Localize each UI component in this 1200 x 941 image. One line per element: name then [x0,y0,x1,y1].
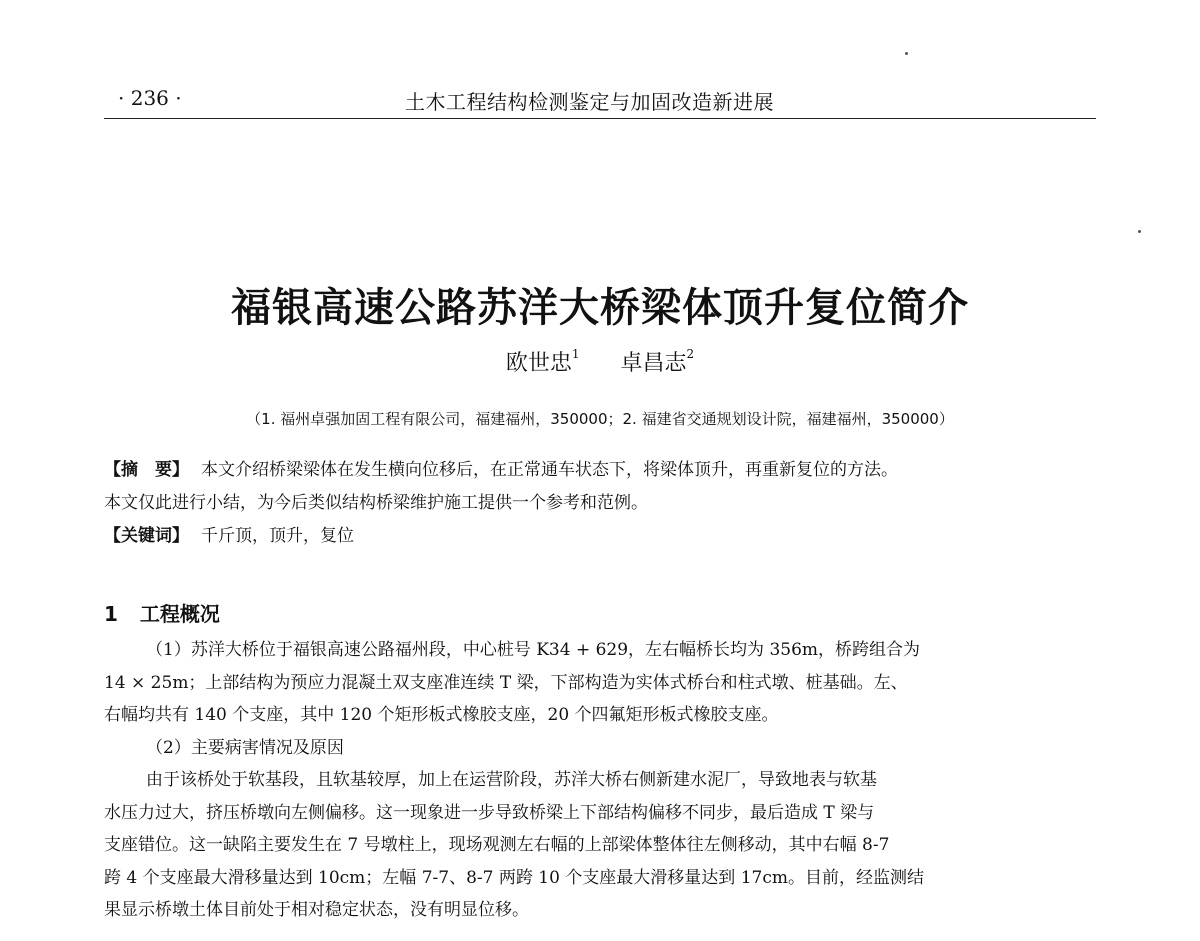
abstract-line [104,454,1096,487]
keywords-text: 千斤顶，顶升，复位 [201,526,354,546]
section-number: 1 [104,602,118,626]
paragraph-line: （1）苏洋大桥位于福银高速公路福州段，中心桩号 K34 + 629，左右幅桥长均为 356m，桥跨组合为 [146,640,921,660]
paragraph-line: 果显示桥墩土体目前处于相对稳定状态，没有明显位移。 [104,900,529,920]
author: 欧世忠$^1$ [505,346,580,376]
author: 卓昌志$^2$ [620,346,695,376]
paragraph-line: 右幅均共有 140 个支座，其中 120 个矩形板式橡胶支座，20 个四氟矩形板式橡胶支座。 [104,705,779,725]
page-number: · 236 · [118,86,182,110]
running-header-title: 土木工程结构检测鉴定与加固改造新进展 [405,90,774,114]
paragraph-line: （2）主要病害情况及原因 [146,737,344,758]
scan-speck [905,52,908,55]
abstract-line: 本文仅此进行小结，为今后类似结构桥梁维护施工提供一个参考和范例。 [104,493,648,513]
scan-speck [1138,230,1141,233]
paper-title: 福银高速公路苏洋大桥梁体顶升复位简介 [231,284,969,331]
author-list [0,346,1200,377]
section-body [104,634,1096,927]
keywords-label: 【关键词】 [104,526,189,546]
section-heading [104,598,220,627]
paragraph-line: 由于该桥处于软基段，且软基较厚，加上在运营阶段，苏洋大桥右侧新建水泥厂，导致地表与软基 [146,770,877,790]
header-divider [104,118,1096,119]
paragraph-line: 14 × 25m；上部结构为预应力混凝土双支座准连续 T 梁，下部构造为实体式桥台和柱式墩、桩基础。左、 [104,672,908,693]
section-title: 工程概况 [139,602,220,626]
paragraph-line: 跨 4 个支座最大滑移量达到 10cm；左幅 7-7、8-7 两跨 10 个支座最大滑移量达到 17cm。目前，经监测结 [104,867,924,888]
abstract-text: 本文介绍桥梁梁体在发生横向位移后，在正常通车状态下，将梁体顶升，再重新复位的方法。 [201,460,898,480]
abstract-label: 【摘 要】 [104,460,189,480]
paragraph-line: 支座错位。这一缺陷主要发生在 7 号墩柱上，现场观测左右幅的上部梁体整体往左侧移动，其中右幅 8-7 [104,835,890,855]
abstract-block [104,454,1096,553]
keywords-line [104,520,1096,553]
paragraph-line: 水压力过大，挤压桥墩向左侧偏移。这一现象进一步导致桥梁上下部结构偏移不同步，最后造成 T 梁与 [104,802,875,823]
affiliation: （1. 福州卓强加固工程有限公司，福建福州，350000；2. 福建省交通规划设计院，福建福州，350000） [246,410,954,428]
